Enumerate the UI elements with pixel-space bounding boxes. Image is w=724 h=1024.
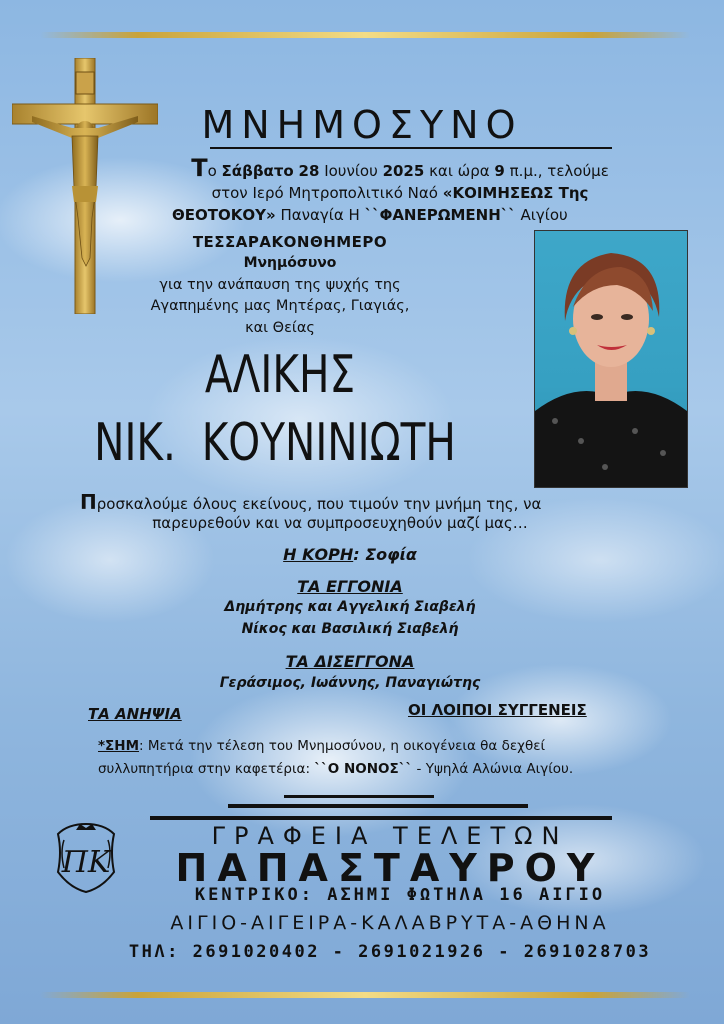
year: 2025	[382, 162, 425, 180]
funeral-home-name: ΠΑΠΑΣΤΑΥΡΟΥ	[175, 846, 605, 890]
funeral-home-towns: ΑΙΓΙΟ-ΑΙΓΕΙΡΑ-ΚΑΛΑΒΡΥΤΑ-ΑΘΗΝΑ	[170, 912, 610, 934]
deceased-first-name: ΑΛΙΚΗΣ	[204, 345, 356, 405]
grandchildren-2: Νίκος και Βασιλική Σιαβελή	[241, 621, 459, 637]
title-underline	[210, 147, 612, 149]
daughter-line: Η ΚΟΡΗ: Σοφία	[283, 545, 417, 564]
great-grandchildren-heading: ΤΑ ΔΙΣΕΓΓΟΝΑ	[285, 652, 415, 671]
announcement-line-3: ΘΕΟΤΟΚΟΥ» Παναγία Η ``ΦΑΝΕΡΩΜΕΝΗ`` Αιγίου	[172, 206, 568, 224]
divider-bar-2	[228, 804, 528, 808]
forty-days-label: ΤΕΣΣΑΡΑΚΟΝΘΗΜΕΡΟ	[192, 233, 388, 251]
drop-cap: Τ	[191, 154, 208, 182]
for-soul-line-1: για την ανάπαυση της ψυχής της	[159, 277, 401, 293]
for-soul-line-2: Αγαπημένης μας Μητέρας, Γιαγιάς,	[150, 298, 410, 314]
funeral-home-line-1: ΓΡΑΦΕΙΑ ΤΕΛΕΤΩΝ	[211, 822, 569, 850]
day: Σάββατο	[221, 162, 294, 180]
svg-text:ΠΚ: ΠΚ	[61, 845, 111, 880]
date-number: 28	[298, 162, 320, 180]
funeral-home-address: ΚΕΝΤΡΙΚΟ: ΑΣΗΜΙ ΦΩΤΗΛΑ 16 ΑΙΓΙΟ	[194, 885, 606, 905]
announcement-block	[130, 154, 670, 226]
bottom-gold-rule	[40, 992, 690, 998]
great-grandchildren-names: Γεράσιμος, Ιωάννης, Παναγιώτης	[219, 675, 481, 691]
memorial-label: Μνημόσυνο	[243, 255, 337, 271]
page-title: ΜΝΗΜΟΣΥΝΟ	[201, 103, 523, 147]
divider-bar-1	[284, 795, 434, 798]
note-line-2: συλλυπητήρια στην καφετέρια: ``Ο ΝΟΝΟΣ`` - Υψηλά Αλώνια Αιγίου.	[98, 761, 574, 777]
month: Ιουνίου	[324, 162, 378, 180]
for-soul-line-3: και Θείας	[245, 320, 315, 336]
funeral-home-phones: ΤΗΛ: 2691020402 - 2691021926 - 2691028703	[128, 942, 652, 962]
invitation-line-2: παρευρεθούν και να συμπροσευχηθούν μαζί μας…	[152, 514, 528, 532]
hour: 9	[494, 162, 505, 180]
portrait-photo	[534, 230, 688, 488]
church-name: «ΚΟΙΜΗΣΕΩΣ Της	[442, 184, 589, 202]
note-line-1: *ΣΗΜ: Μετά την τέλεση του Μνημοσύνου, η οικογένεια θα δεχθεί	[98, 738, 546, 754]
announcement-line-2: στον Ιερό Μητροπολιτικό Ναό «ΚΟΙΜΗΣΕΩΣ Της	[211, 184, 589, 202]
grandchildren-1: Δημήτρης και Αγγελική Σιαβελή	[224, 599, 476, 615]
divider-bar-3	[150, 816, 612, 820]
deceased-surname: ΝΙΚ. ΚΟΥΝΙΝΙΩΤΗ	[94, 413, 456, 473]
top-gold-rule	[40, 32, 690, 38]
grandchildren-heading: ΤΑ ΕΓΓΟΝΙΑ	[297, 577, 403, 596]
nephews-heading: ΤΑ ΑΝΗΨΙΑ	[88, 705, 182, 723]
invitation-line-1: Προσκαλούμε όλους εκείνους, που τιμούν την μνήμη της, να	[80, 490, 542, 514]
relatives-heading: ΟΙ ΛΟΙΠΟΙ ΣΥΓΓΕΝΕΙΣ	[408, 701, 587, 719]
announcement-line-1: Το Σάββατο 28 Ιουνίου 2025 και ώρα 9 π.μ., τελούμε	[191, 154, 609, 182]
